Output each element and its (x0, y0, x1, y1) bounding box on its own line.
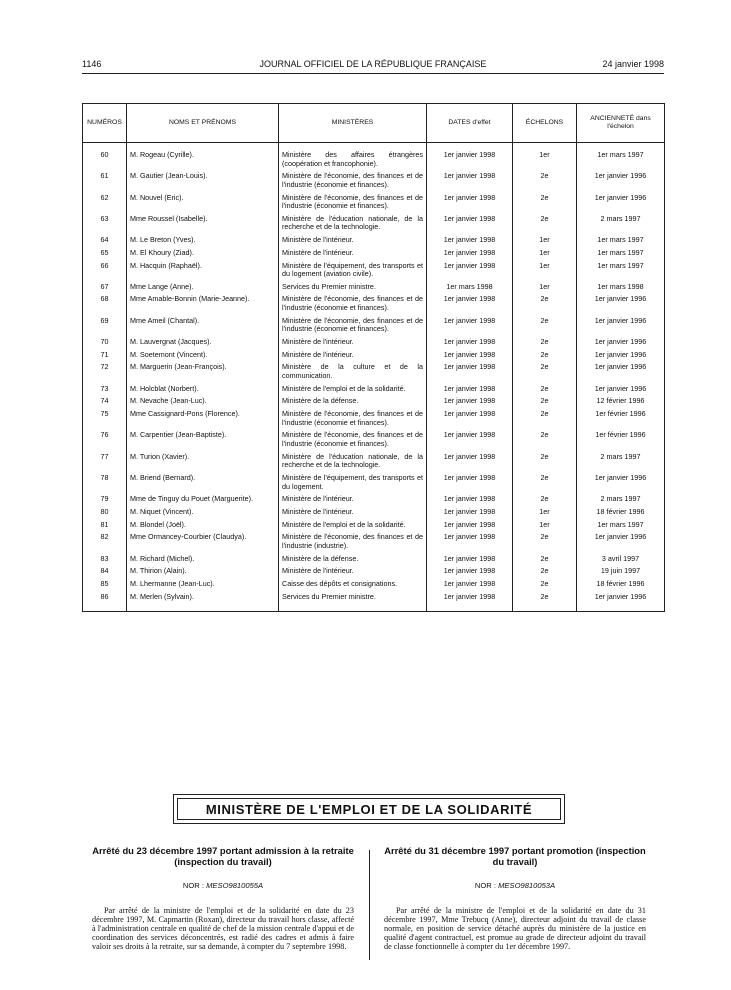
row-echelon: 1er (513, 521, 577, 534)
row-date: 1er janvier 1998 (427, 555, 513, 568)
table-header-row (83, 104, 665, 143)
row-anciennete: 12 février 1996 (577, 397, 665, 410)
row-number: 70 (83, 338, 127, 351)
nor-label: NOR : (182, 881, 204, 890)
table-row (83, 215, 665, 236)
row-name: M. Niquet (Vincent). (127, 508, 279, 521)
row-echelon: 2e (513, 215, 577, 236)
row-anciennete: 1er janvier 1996 (577, 295, 665, 316)
row-date: 1er janvier 1998 (427, 317, 513, 338)
row-echelon: 1er (513, 236, 577, 249)
ministry-heading-box (173, 794, 565, 824)
row-echelon: 2e (513, 555, 577, 568)
row-anciennete: 2 mars 1997 (577, 453, 665, 474)
article-right (384, 846, 646, 960)
row-echelon: 1er (513, 283, 577, 296)
table-body (83, 143, 665, 612)
row-date: 1er janvier 1998 (427, 580, 513, 593)
row-number: 67 (83, 283, 127, 296)
row-name: M. El Khoury (Ziad). (127, 249, 279, 262)
row-echelon: 2e (513, 580, 577, 593)
table-row (83, 431, 665, 452)
row-name: M. Briend (Bernard). (127, 474, 279, 495)
row-date: 1er janvier 1998 (427, 236, 513, 249)
row-number: 66 (83, 262, 127, 283)
row-name: M. Rogeau (Cyrille). (127, 151, 279, 172)
row-echelon: 2e (513, 363, 577, 384)
col-header-noms: NOMS ET PRÉNOMS (127, 104, 279, 143)
row-number: 77 (83, 453, 127, 474)
row-anciennete: 1er mars 1997 (577, 262, 665, 283)
row-echelon: 2e (513, 474, 577, 495)
col-header-numeros: NUMÉROS (83, 104, 127, 143)
row-number: 75 (83, 410, 127, 431)
row-anciennete: 1er janvier 1996 (577, 474, 665, 495)
issue-date: 24 janvier 1998 (602, 59, 664, 69)
row-number: 82 (83, 533, 127, 554)
table-row (83, 453, 665, 474)
row-ministry: Ministère de l'intérieur. (279, 351, 427, 364)
row-name: M. Nevache (Jean-Luc). (127, 397, 279, 410)
row-name: M. Turion (Xavier). (127, 453, 279, 474)
article-title: Arrêté du 31 décembre 1997 portant promotion (inspection du travail) (384, 845, 646, 867)
row-anciennete: 3 avril 1997 (577, 555, 665, 568)
row-anciennete: 1er janvier 1996 (577, 338, 665, 351)
row-date: 1er janvier 1998 (427, 194, 513, 215)
row-date: 1er mars 1998 (427, 283, 513, 296)
row-date: 1er janvier 1998 (427, 172, 513, 193)
article-left (92, 846, 354, 960)
row-ministry: Ministère de l'intérieur. (279, 236, 427, 249)
row-number: 63 (83, 215, 127, 236)
row-anciennete: 1er janvier 1996 (577, 533, 665, 554)
row-date: 1er janvier 1998 (427, 215, 513, 236)
row-echelon: 1er (513, 249, 577, 262)
row-name: M. Lhermanne (Jean-Luc). (127, 580, 279, 593)
row-date: 1er janvier 1998 (427, 363, 513, 384)
row-anciennete: 1er février 1996 (577, 410, 665, 431)
row-ministry: Ministère de l'intérieur. (279, 495, 427, 508)
row-ministry: Ministère des affaires étrangères (coopération et francophonie). (279, 151, 427, 172)
page-number: 1146 (82, 59, 102, 69)
row-anciennete: 1er janvier 1996 (577, 385, 665, 398)
table-row (83, 580, 665, 593)
row-anciennete: 1er janvier 1996 (577, 317, 665, 338)
row-name: M. Thirion (Alain). (127, 567, 279, 580)
row-ministry: Services du Premier ministre. (279, 593, 427, 606)
row-name: Mme Cassignard-Pons (Florence). (127, 410, 279, 431)
row-ministry: Ministère de l'économie, des finances et de l'industrie (économie et finances). (279, 317, 427, 338)
row-name: M. Hacquin (Raphaël). (127, 262, 279, 283)
row-ministry: Ministère de l'intérieur. (279, 338, 427, 351)
table-row (83, 533, 665, 554)
row-number: 84 (83, 567, 127, 580)
row-ministry: Services du Premier ministre. (279, 283, 427, 296)
row-number: 78 (83, 474, 127, 495)
row-echelon: 1er (513, 508, 577, 521)
row-number: 76 (83, 431, 127, 452)
table-row (83, 262, 665, 283)
nor-code: MESO9810055A (206, 881, 264, 890)
row-number: 69 (83, 317, 127, 338)
table-row (83, 495, 665, 508)
row-ministry: Ministère de l'éducation nationale, de la recherche et de la technologie. (279, 215, 427, 236)
row-ministry: Ministère de l'emploi et de la solidarité. (279, 521, 427, 534)
row-echelon: 2e (513, 338, 577, 351)
row-ministry: Ministère de l'équipement, des transports et du logement. (279, 474, 427, 495)
row-ministry: Ministère de l'économie, des finances et de l'industrie (économie et finances). (279, 410, 427, 431)
row-ministry: Ministère de l'éducation nationale, de la recherche et de la technologie. (279, 453, 427, 474)
row-echelon: 2e (513, 567, 577, 580)
row-date: 1er janvier 1998 (427, 593, 513, 606)
article-body: Par arrêté de la ministre de l'emploi et de la solidarité en date du 31 décembre 1997, Mme Trebucq (Anne), directeur adjoint du travail de classe normale, en position de service détaché auprès du ministère de la justice en qualité d'agent contractuel, est promue au grade de directeur adjoint du travail de classe fonctionnelle à compter du 1er décembre 1997. (384, 906, 646, 951)
row-echelon: 2e (513, 453, 577, 474)
row-anciennete: 2 mars 1997 (577, 495, 665, 508)
row-ministry: Ministère de l'intérieur. (279, 508, 427, 521)
row-name: M. Merlen (Sylvain). (127, 593, 279, 606)
page-header (82, 59, 664, 73)
nor-code: MESO9810053A (498, 881, 556, 890)
row-name: M. Carpentier (Jean-Baptiste). (127, 431, 279, 452)
row-number: 65 (83, 249, 127, 262)
row-date: 1er janvier 1998 (427, 533, 513, 554)
row-date: 1er janvier 1998 (427, 351, 513, 364)
col-header-dates: DATES d'effet (427, 104, 513, 143)
table-row (83, 410, 665, 431)
row-number: 85 (83, 580, 127, 593)
row-date: 1er janvier 1998 (427, 431, 513, 452)
ministry-heading: MINISTÈRE DE L'EMPLOI ET DE LA SOLIDARITÉ (177, 798, 561, 820)
row-number: 60 (83, 151, 127, 172)
row-number: 64 (83, 236, 127, 249)
header-rule (82, 73, 664, 74)
column-divider (369, 850, 370, 960)
row-number: 81 (83, 521, 127, 534)
row-date: 1er janvier 1998 (427, 151, 513, 172)
row-echelon: 2e (513, 194, 577, 215)
row-anciennete: 1er mars 1997 (577, 249, 665, 262)
table-row (83, 151, 665, 172)
row-name: M. Richard (Michel). (127, 555, 279, 568)
row-name: M. Holcblat (Norbert). (127, 385, 279, 398)
row-name: Mme Amable-Bonnin (Marie-Jeanne). (127, 295, 279, 316)
row-ministry: Ministère de l'économie, des finances et de l'industrie (économie et finances). (279, 431, 427, 452)
table-row (83, 172, 665, 193)
row-date: 1er janvier 1998 (427, 495, 513, 508)
row-name: M. Lauvergnat (Jacques). (127, 338, 279, 351)
table-row (83, 593, 665, 606)
row-echelon: 2e (513, 317, 577, 338)
row-number: 72 (83, 363, 127, 384)
row-echelon: 2e (513, 410, 577, 431)
row-ministry: Caisse des dépôts et consignations. (279, 580, 427, 593)
row-anciennete: 1er février 1996 (577, 431, 665, 452)
row-anciennete: 1er janvier 1996 (577, 593, 665, 606)
table-row (83, 295, 665, 316)
col-header-echelons: ÉCHELONS (513, 104, 577, 143)
table-row (83, 567, 665, 580)
row-number: 62 (83, 194, 127, 215)
row-date: 1er janvier 1998 (427, 521, 513, 534)
row-echelon: 2e (513, 385, 577, 398)
row-date: 1er janvier 1998 (427, 338, 513, 351)
row-echelon: 1er (513, 262, 577, 283)
table-row (83, 474, 665, 495)
row-anciennete: 1er mars 1997 (577, 521, 665, 534)
row-ministry: Ministère de l'économie, des finances et de l'industrie (économie et finances). (279, 172, 427, 193)
row-number: 71 (83, 351, 127, 364)
row-anciennete: 2 mars 1997 (577, 215, 665, 236)
row-date: 1er janvier 1998 (427, 508, 513, 521)
row-date: 1er janvier 1998 (427, 410, 513, 431)
row-ministry: Ministère de la défense. (279, 397, 427, 410)
row-name: M. Blondel (Joël). (127, 521, 279, 534)
journal-title: JOURNAL OFFICIEL DE LA RÉPUBLIQUE FRANÇAISE (259, 59, 487, 69)
nor-label: NOR : (474, 881, 496, 890)
row-name: M. Marguerin (Jean-François). (127, 363, 279, 384)
row-name: Mme Roussel (Isabelle). (127, 215, 279, 236)
row-anciennete: 18 février 1996 (577, 508, 665, 521)
row-date: 1er janvier 1998 (427, 249, 513, 262)
row-echelon: 2e (513, 397, 577, 410)
row-anciennete: 1er janvier 1996 (577, 363, 665, 384)
row-echelon: 2e (513, 295, 577, 316)
row-echelon: 2e (513, 172, 577, 193)
row-number: 74 (83, 397, 127, 410)
row-date: 1er janvier 1998 (427, 567, 513, 580)
article-body: Par arrêté de la ministre de l'emploi et de la solidarité en date du 23 décembre 1997, M. Capmartin (Roxan), directeur du travail hors classe, affecté à l'administration centrale en qualité de chef de la mission centrale d'appui et de coordination des services déconcentrés, est radié des cadres et admis à faire valoir ses droits à la retraite, sur sa demande, à compter du 7 septembre 1998. (92, 906, 354, 951)
col-header-anciennete: ANCIENNETÉ dans l'échelon (577, 104, 665, 143)
row-name: Mme de Tinguy du Pouet (Marguerite). (127, 495, 279, 508)
article-title: Arrêté du 23 décembre 1997 portant admission à la retraite (inspection du travail) (92, 845, 354, 867)
row-anciennete: 1er mars 1998 (577, 283, 665, 296)
promotion-table (82, 103, 665, 612)
col-header-ministeres: MINISTÈRES (279, 104, 427, 143)
row-date: 1er janvier 1998 (427, 474, 513, 495)
row-date: 1er janvier 1998 (427, 295, 513, 316)
row-name: M. Soetemont (Vincent). (127, 351, 279, 364)
table-row (83, 363, 665, 384)
row-ministry: Ministère de l'économie, des finances et de l'industrie (économie et finances). (279, 295, 427, 316)
table-row (83, 236, 665, 249)
row-number: 73 (83, 385, 127, 398)
row-name: M. Gautier (Jean-Louis). (127, 172, 279, 193)
row-ministry: Ministère de l'emploi et de la solidarité. (279, 385, 427, 398)
row-number: 68 (83, 295, 127, 316)
row-date: 1er janvier 1998 (427, 397, 513, 410)
row-ministry: Ministère de l'économie, des finances et de l'industrie (industrie). (279, 533, 427, 554)
table-row (83, 194, 665, 215)
row-date: 1er janvier 1998 (427, 262, 513, 283)
row-name: Mme Ormancey-Courbier (Claudya). (127, 533, 279, 554)
row-number: 83 (83, 555, 127, 568)
row-number: 79 (83, 495, 127, 508)
table-row (83, 249, 665, 262)
row-echelon: 2e (513, 495, 577, 508)
row-name: M. Nouvel (Eric). (127, 194, 279, 215)
row-number: 61 (83, 172, 127, 193)
table-row (83, 338, 665, 351)
row-echelon: 2e (513, 431, 577, 452)
row-date: 1er janvier 1998 (427, 385, 513, 398)
row-date: 1er janvier 1998 (427, 453, 513, 474)
row-number: 80 (83, 508, 127, 521)
row-ministry: Ministère de l'intérieur. (279, 567, 427, 580)
row-ministry: Ministère de la culture et de la communication. (279, 363, 427, 384)
row-echelon: 1er (513, 151, 577, 172)
row-echelon: 2e (513, 593, 577, 606)
nor-reference (92, 881, 354, 890)
row-anciennete: 1er janvier 1996 (577, 351, 665, 364)
row-name: Mme Lange (Anne). (127, 283, 279, 296)
row-ministry: Ministère de l'intérieur. (279, 249, 427, 262)
table-row (83, 317, 665, 338)
row-number: 86 (83, 593, 127, 606)
nor-reference (384, 881, 646, 890)
row-name: Mme Ameil (Chantal). (127, 317, 279, 338)
row-ministry: Ministère de la défense. (279, 555, 427, 568)
row-anciennete: 18 février 1996 (577, 580, 665, 593)
row-name: M. Le Breton (Yves). (127, 236, 279, 249)
row-echelon: 2e (513, 351, 577, 364)
row-anciennete: 1er janvier 1996 (577, 194, 665, 215)
table-row (83, 508, 665, 521)
row-ministry: Ministère de l'économie, des finances et de l'industrie (économie et finances). (279, 194, 427, 215)
row-echelon: 2e (513, 533, 577, 554)
row-ministry: Ministère de l'équipement, des transports et du logement (aviation civile). (279, 262, 427, 283)
row-anciennete: 1er janvier 1996 (577, 172, 665, 193)
row-anciennete: 1er mars 1997 (577, 236, 665, 249)
row-anciennete: 19 juin 1997 (577, 567, 665, 580)
row-anciennete: 1er mars 1997 (577, 151, 665, 172)
